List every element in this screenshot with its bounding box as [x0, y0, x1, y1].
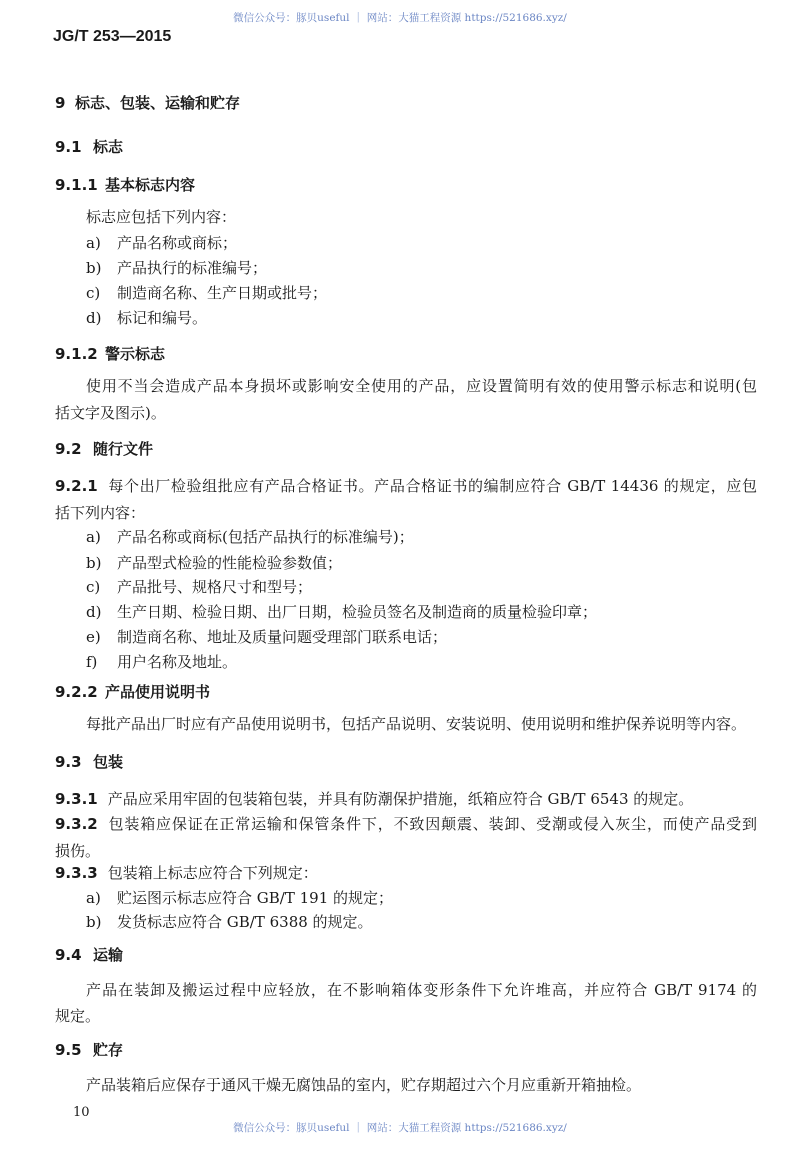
paragraph-text: 每个出厂检验组批应有产品合格证书。产品合格证书的编制应符合 GB/T 14436 的规定，应包 — [107, 477, 757, 495]
section-title: 基本标志内容 — [105, 176, 196, 194]
section-number: 9.2.2 — [55, 683, 98, 701]
page-number: 10 — [73, 1105, 90, 1120]
section-title: 产品使用说明书 — [105, 683, 211, 701]
list-item — [86, 308, 207, 328]
section-title: 包装 — [93, 753, 124, 771]
paragraph-9-3-3 — [55, 863, 318, 883]
list-item — [86, 888, 393, 908]
heading-9-2 — [55, 439, 153, 459]
list-marker: d) — [86, 309, 102, 327]
section-number: 9.3.2 — [55, 815, 98, 833]
list-marker: a) — [86, 234, 101, 252]
list-item — [86, 652, 237, 672]
list-text: 生产日期、检验日期、出厂日期，检验员签名及制造商的质量检验印章； — [117, 603, 598, 621]
list-marker: a) — [86, 528, 101, 546]
list-text: 产品执行的标准编号； — [117, 259, 268, 277]
list-item — [86, 258, 267, 278]
list-text: 标记和编号。 — [117, 309, 208, 327]
list-text: 产品批号、规格尺寸和型号； — [117, 578, 313, 596]
heading-9-5 — [55, 1040, 123, 1060]
paragraph-text: 包装箱应保证在正常运输和保管条件下，不致因颠震、装卸、受潮或侵入灰尘，而使产品受到 — [107, 815, 757, 833]
paragraph: 每批产品出厂时应有产品使用说明书，包括产品说明、安装说明、使用说明和维护保养说明等内容。 — [86, 715, 747, 733]
standard-code-header: JG/T 253—2015 — [53, 28, 172, 45]
paragraph-9-2-1 — [55, 476, 757, 496]
paragraph: 规定。 — [55, 1007, 101, 1025]
list-item — [86, 912, 373, 932]
list-text: 贮运图示标志应符合 GB/T 191 的规定； — [117, 889, 393, 907]
list-text: 制造商名称、生产日期或批号； — [117, 284, 328, 302]
heading-9-1 — [55, 137, 123, 157]
watermark-top: 微信公众号：豚贝useful ｜ 网站：大猫工程资源 https://521686.xyz/ — [233, 12, 567, 24]
list-marker: b) — [86, 259, 102, 277]
section-number: 9.3 — [55, 753, 82, 771]
section-number: 9.1.2 — [55, 345, 98, 363]
paragraph: 标志应包括下列内容： — [86, 208, 237, 226]
paragraph: 使用不当会造成产品本身损坏或影响安全使用的产品，应设置简明有效的使用警示标志和说明(包 — [86, 377, 757, 395]
paragraph: 损伤。 — [55, 842, 101, 860]
section-title: 标志 — [93, 138, 124, 156]
paragraph: 括文字及图示)。 — [55, 404, 166, 422]
section-number: 9.3.1 — [55, 790, 98, 808]
list-text: 产品名称或商标(包括产品执行的标准编号)； — [117, 528, 414, 546]
heading-9-4 — [55, 945, 123, 965]
list-text: 用户名称及地址。 — [117, 653, 238, 671]
list-marker: b) — [86, 554, 102, 572]
list-marker: c) — [86, 284, 101, 302]
list-text: 制造商名称、地址及质量问题受理部门联系电话； — [117, 628, 448, 646]
heading-9-3 — [55, 752, 123, 772]
list-item — [86, 627, 447, 647]
section-number: 9.3.3 — [55, 864, 98, 882]
list-marker: e) — [86, 628, 101, 646]
paragraph-text: 产品应采用牢固的包装箱包装，并具有防潮保护措施，纸箱应符合 GB/T 6543 的规定。 — [107, 790, 694, 808]
paragraph: 括下列内容： — [55, 504, 146, 522]
list-item — [86, 233, 237, 253]
heading-9-1-2 — [55, 344, 165, 364]
heading-9 — [55, 93, 240, 113]
watermark-bottom: 微信公众号：豚贝useful ｜ 网站：大猫工程资源 https://521686.xyz/ — [233, 1122, 567, 1134]
section-title: 贮存 — [93, 1041, 124, 1059]
list-text: 产品型式检验的性能检验参数值； — [117, 554, 343, 572]
section-number: 9.1.1 — [55, 176, 98, 194]
paragraph: 产品在装卸及搬运过程中应轻放，在不影响箱体变形条件下允许堆高，并应符合 GB/T 9174 的 — [86, 981, 757, 999]
section-title: 随行文件 — [93, 440, 154, 458]
section-title: 标志、包装、运输和贮存 — [75, 94, 241, 112]
list-text: 发货标志应符合 GB/T 6388 的规定。 — [117, 913, 373, 931]
section-number: 9.2 — [55, 440, 82, 458]
list-marker: a) — [86, 889, 101, 907]
paragraph: 产品装箱后应保存于通风干燥无腐蚀品的室内，贮存期超过六个月应重新开箱抽检。 — [86, 1076, 642, 1094]
section-number: 9.5 — [55, 1041, 82, 1059]
list-item — [86, 527, 414, 547]
list-item — [86, 577, 312, 597]
heading-9-2-2 — [55, 682, 210, 702]
section-number: 9.2.1 — [55, 477, 98, 495]
list-text: 产品名称或商标； — [117, 234, 238, 252]
list-item — [86, 553, 342, 573]
list-item — [86, 283, 327, 303]
list-marker: b) — [86, 913, 102, 931]
heading-9-1-1 — [55, 175, 195, 195]
section-title: 运输 — [93, 946, 124, 964]
section-number: 9 — [55, 94, 66, 112]
paragraph-9-3-1 — [55, 789, 693, 809]
section-number: 9.4 — [55, 946, 82, 964]
list-marker: f) — [86, 653, 98, 671]
section-number: 9.1 — [55, 138, 82, 156]
list-item — [86, 602, 597, 622]
list-marker: c) — [86, 578, 101, 596]
list-marker: d) — [86, 603, 102, 621]
paragraph-text: 包装箱上标志应符合下列规定： — [107, 864, 318, 882]
paragraph-9-3-2 — [55, 814, 757, 834]
section-title: 警示标志 — [105, 345, 166, 363]
